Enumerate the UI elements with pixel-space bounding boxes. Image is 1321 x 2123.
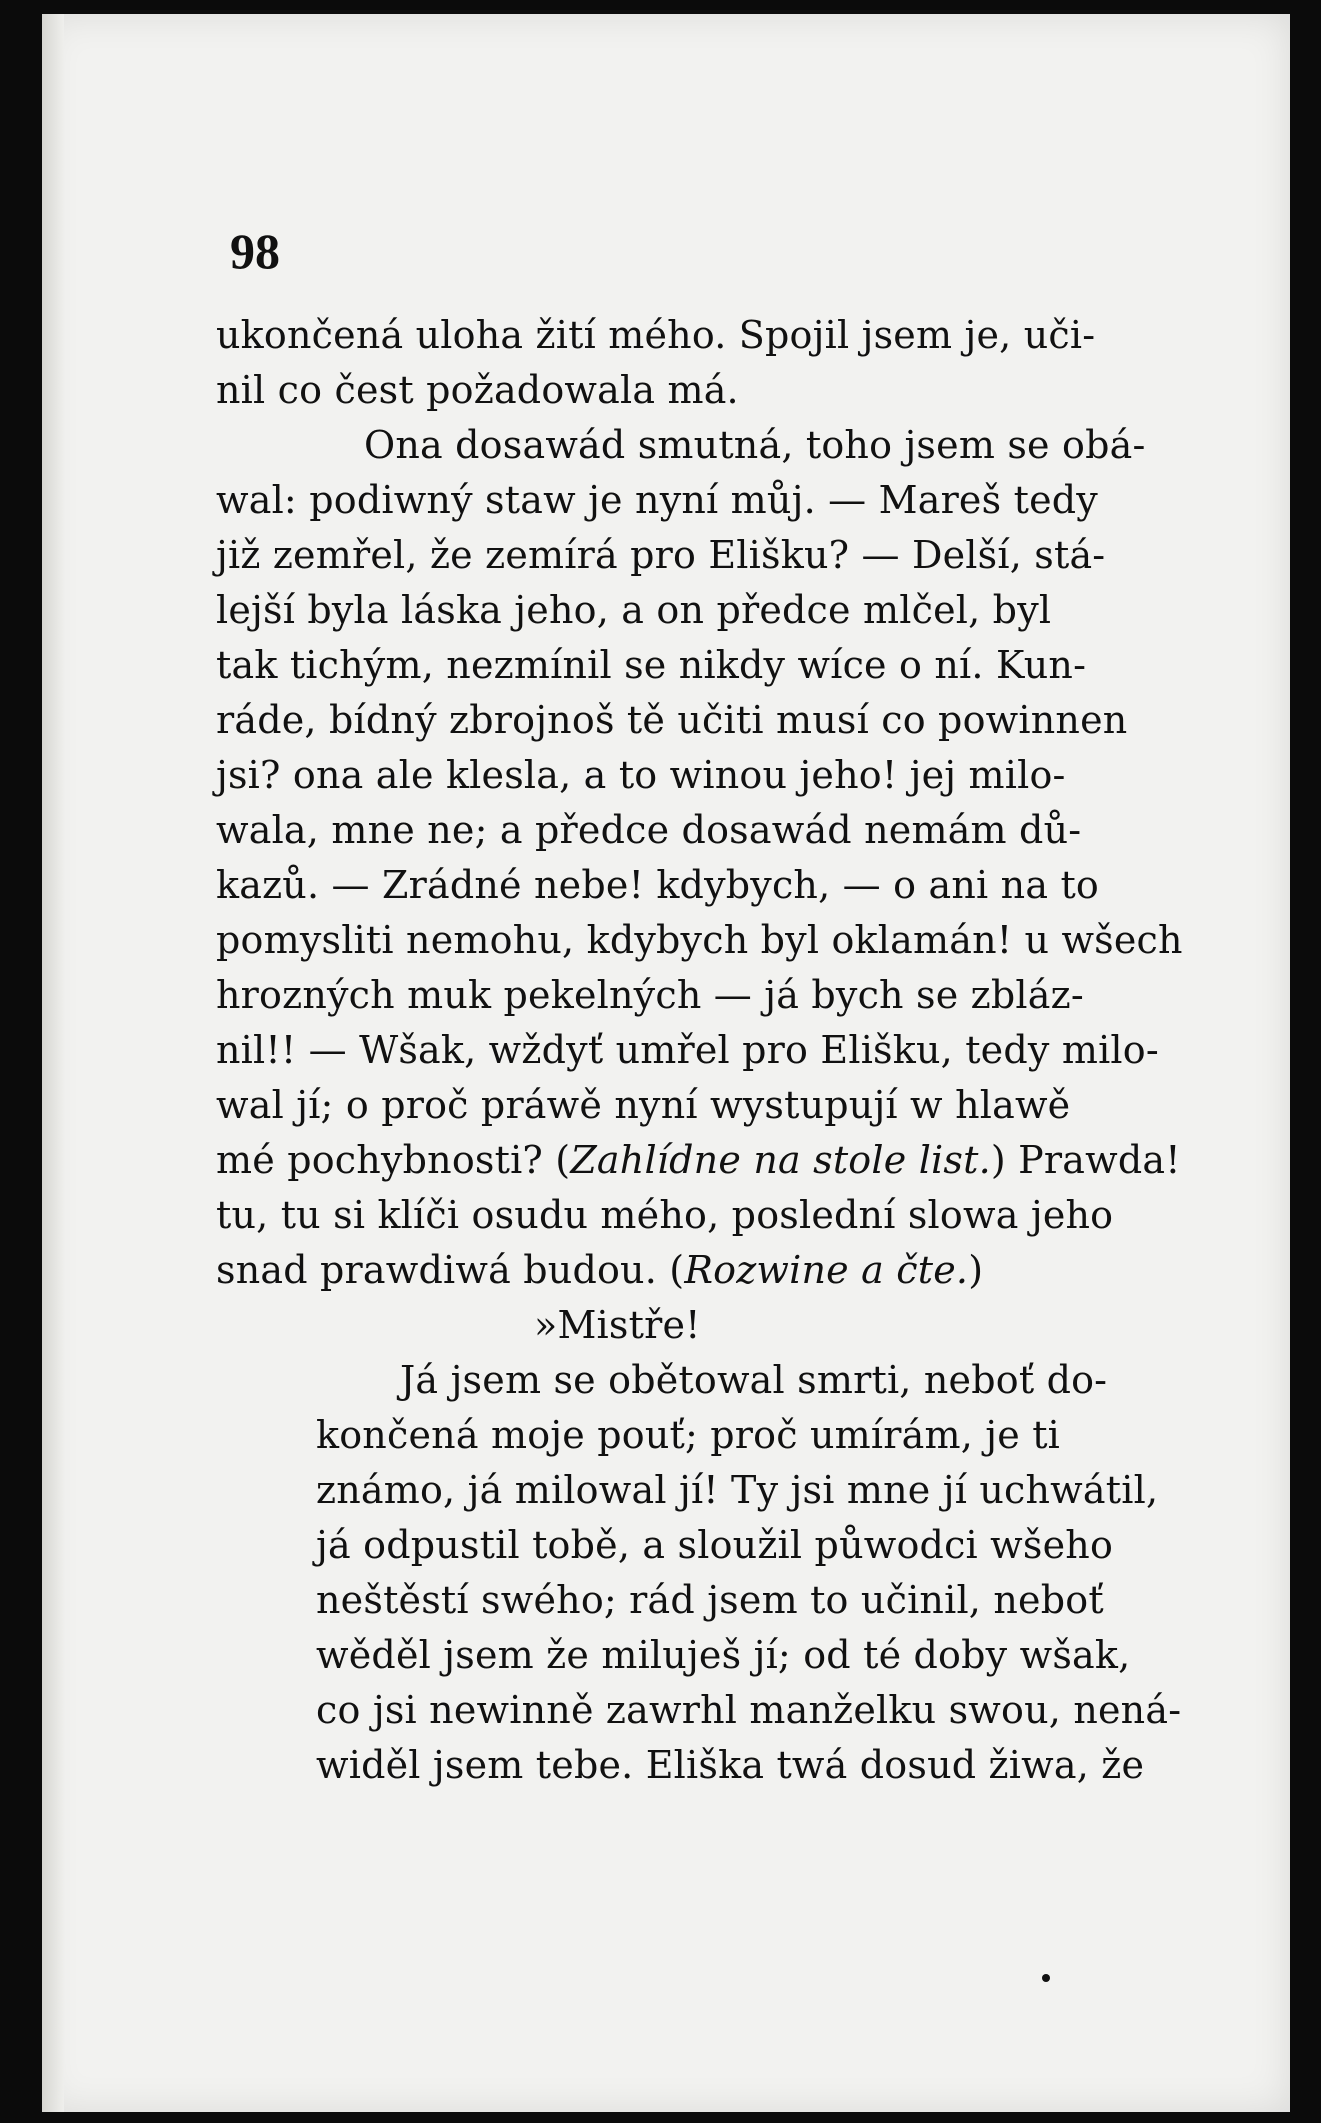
text-line: co jsi newinně zawrhl manželku swou, nená- [316,1688,1182,1732]
text-line: končená moje pouť; proč umírám, je ti [316,1413,1061,1457]
text-line: tu, tu si klíči osudu mého, poslední slowa jeho [216,1193,1114,1237]
text-line: Ona dosawád smutná, toho jsem se obá- [364,423,1146,467]
text-line: wal jí; o proč práwě nyní wystupují w hlawě [216,1083,1071,1127]
text-line: já odpustil tobě, a sloužil půwodci wšeho [316,1523,1114,1567]
text-line: lejší byla láska jeho, a on předce mlčel, byl [216,588,1052,632]
text-line: tak tichým, nezmínil se nikdy wíce o ní. Kun- [216,643,1087,687]
page-spine-shadow [42,14,64,2112]
text-line: wal: podiwný staw je nyní můj. — Mareš tedy [216,478,1098,522]
text-line: mé pochybnosti? (Zahlídne na stole list.) Prawda! [216,1138,1181,1182]
text-line: wěděl jsem že miluješ jí; od té doby wšak, [316,1633,1131,1677]
text-line: již zemřel, že zemírá pro Elišku? — Delší, stá- [216,533,1106,577]
text-line: nil co čest požadowala má. [216,368,739,412]
text-line: Já jsem se obětowal smrti, neboť do- [400,1358,1108,1402]
text-line: neštěstí swého; rád jsem to učinil, neboť [316,1578,1104,1622]
stage-direction: Zahlídne na stole list. [570,1138,991,1182]
text-line: pomysliti nemohu, kdybych byl oklamán! u wšech [216,918,1183,962]
text-line: ukončená uloha žití mého. Spojil jsem je, uči- [216,313,1096,357]
letter-salutation: »Mistře! [534,1303,701,1347]
ink-dot [1042,1974,1050,1982]
text-line: widěl jsem tebe. Eliška twá dosud žiwa, že [316,1743,1145,1787]
text-line: snad prawdiwá budou. (Rozwine a čte.) [216,1248,984,1292]
page-number: 98 [230,223,280,279]
text-line: hrozných muk pekelných — já bych se zbláz- [216,973,1084,1017]
text-line: jsi? ona ale klesla, a to winou jeho! jej milo- [216,753,1066,797]
text-line: nil!! — Wšak, wždyť umřel pro Elišku, tedy milo- [216,1028,1159,1072]
text-line: kazů. — Zrádné nebe! kdybych, — o ani na to [216,863,1100,907]
text-line: ráde, bídný zbrojnoš tě učiti musí co powinnen [216,698,1128,742]
stage-direction: Rozwine a čte. [684,1248,969,1292]
text-line: wala, mne ne; a předce dosawád nemám dů- [216,808,1082,852]
text-line: známo, já milowal jí! Ty jsi mne jí uchwátil, [316,1468,1159,1512]
